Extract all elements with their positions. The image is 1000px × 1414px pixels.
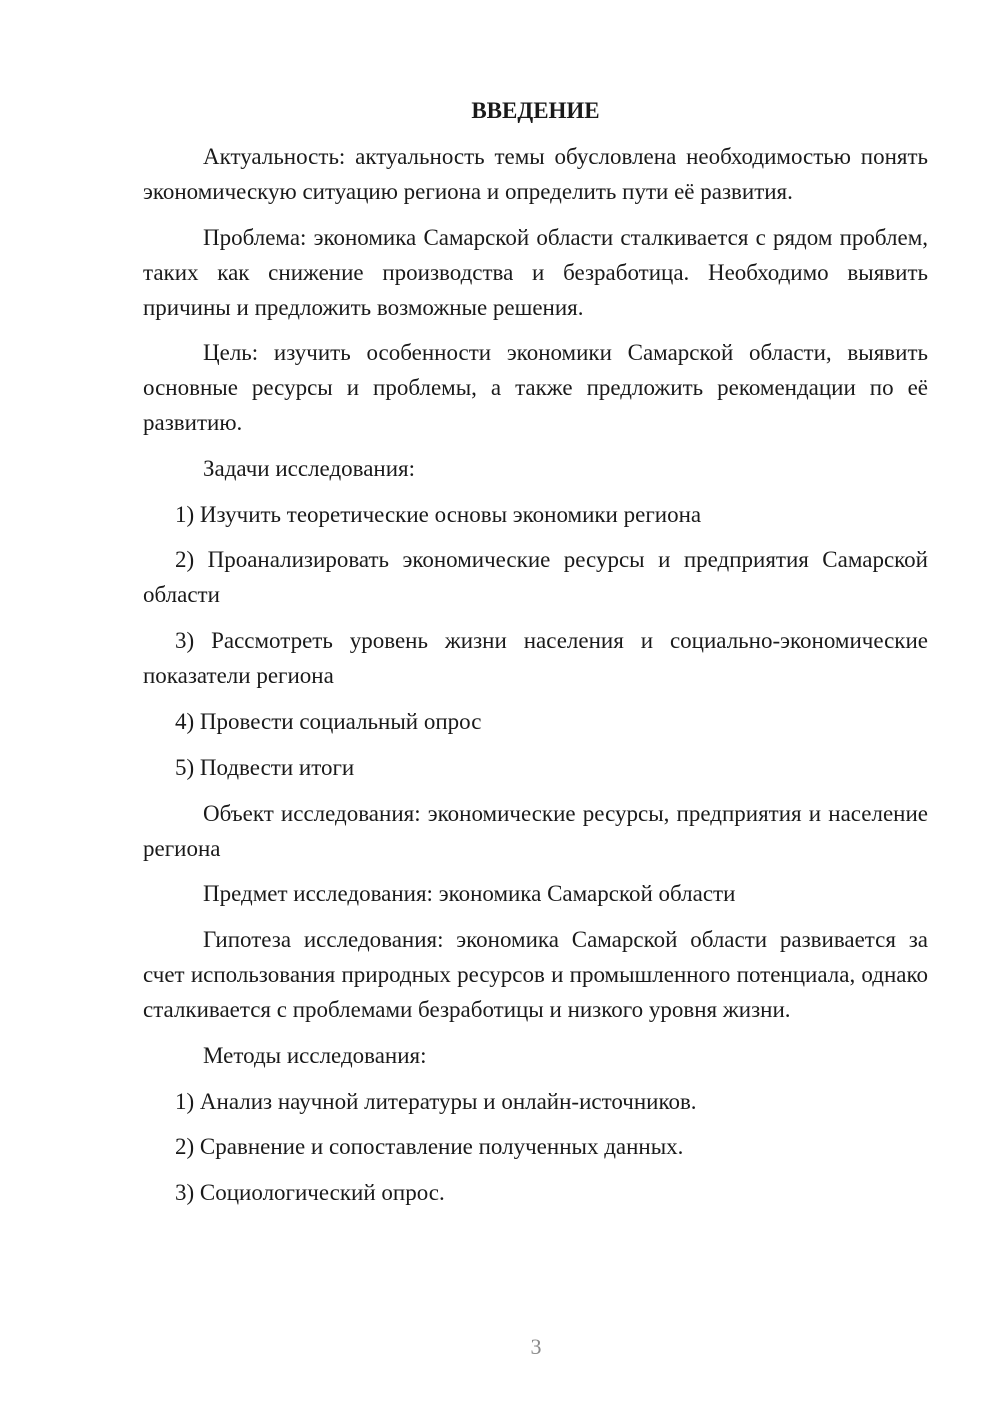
page-number: 3: [530, 1334, 542, 1359]
paragraph-goal: Цель: изучить особенности экономики Самарской области, выявить основные ресурсы и проблемы, а также предложить рекомендации по её развитию.: [143, 340, 928, 435]
method-item-1: 1) Анализ научной литературы и онлайн-источников.: [175, 1089, 697, 1114]
paragraph-object: Объект исследования: экономические ресурсы, предприятия и население региона: [143, 801, 928, 861]
paragraph-subject: Предмет исследования: экономика Самарской области: [203, 881, 736, 906]
paragraph-relevance: Актуальность: актуальность темы обусловлена необходимостью понять экономическую ситуацию региона и определить пути её развития.: [143, 144, 928, 204]
document-body: [143, 93, 928, 1210]
section-title: ВВЕДЕНИЕ: [471, 98, 600, 123]
task-item-3: 3) Рассмотреть уровень жизни населения и социально-экономические показатели региона: [143, 628, 928, 688]
method-item-2: 2) Сравнение и сопоставление полученных данных.: [175, 1134, 684, 1159]
task-item-5: 5) Подвести итоги: [175, 755, 355, 780]
method-item-3: 3) Социологический опрос.: [175, 1180, 445, 1205]
paragraph-problem: Проблема: экономика Самарской области сталкивается с рядом проблем, таких как снижение производства и безработица. Необходимо выявить причины и предложить возможные решения.: [143, 225, 928, 320]
task-item-4: 4) Провести социальный опрос: [175, 709, 482, 734]
task-item-1: 1) Изучить теоретические основы экономики региона: [175, 502, 702, 527]
task-item-2: 2) Проанализировать экономические ресурсы и предприятия Самарской области: [143, 547, 928, 607]
paragraph-tasks-heading: Задачи исследования:: [203, 456, 416, 481]
paragraph-hypothesis: Гипотеза исследования: экономика Самарской области развивается за счет использования природных ресурсов и промышленного потенциала, однако сталкивается с проблемами безработицы и низкого уровня жизни.: [143, 927, 928, 1022]
paragraph-methods-heading: Методы исследования:: [203, 1043, 427, 1068]
